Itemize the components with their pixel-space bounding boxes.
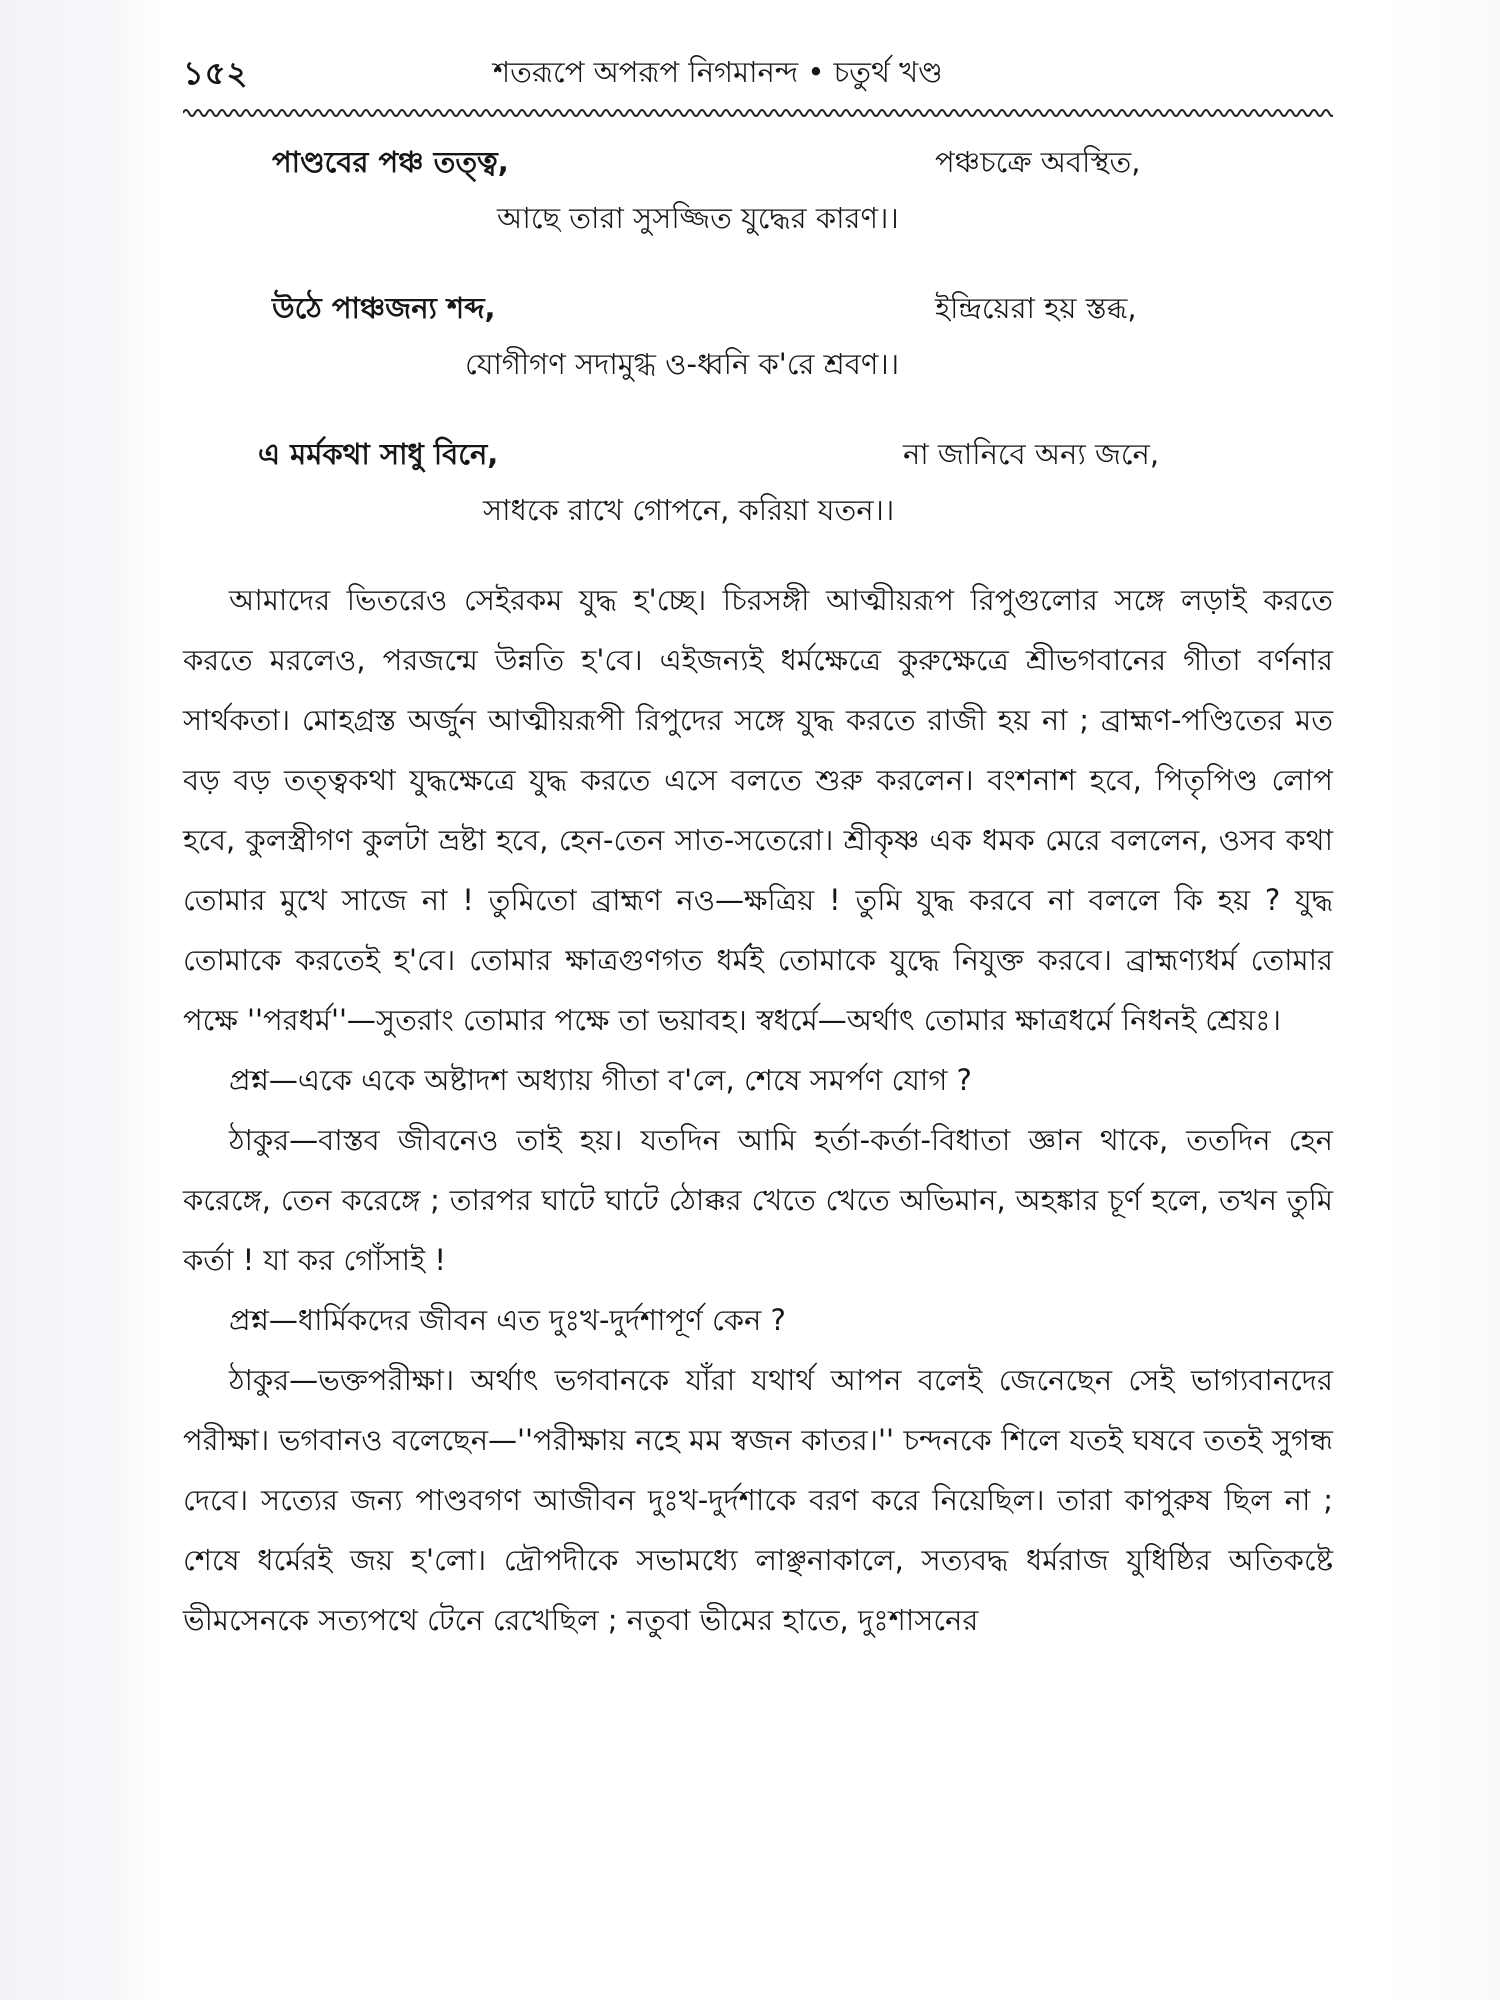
body-text <box>183 570 1333 1650</box>
verse-line-left: উঠে পাঞ্চজন্য শব্দ, <box>272 291 496 325</box>
verse-line-center: যোগীগণ সদামুগ্ধ ও-ধ্বনি ক'রে শ্রবণ।। <box>465 347 900 381</box>
wavy-rule-divider <box>183 104 1333 122</box>
paragraph-answer-2: ঠাকুর—ভক্তপরীক্ষা। অর্থাৎ ভগবানকে যাঁরা যথার্থ আপন বলেই জেনেছেন সেই ভাগ্যবানদের পরীক্ষা। ভগবানও বলেছেন—''পরীক্ষায় নহে মম স্বজন কাতর।'' চন্দনকে শিলে যতই ঘষবে ততই সুগন্ধ দেবে। সত্যের জন্য পাণ্ডবগণ আজীবন দুঃখ-দুর্দশাকে বরণ করে নিয়েছিল। তারা কাপুরুষ ছিল না ; শেষে ধর্মেরই জয় হ'লো। দ্রৌপদীকে সভামধ্যে লাঞ্ছনাকালে, সত্যবদ্ধ ধর্মরাজ যুধিষ্ঠির অতিকষ্টে ভীমসেনকে সত্যপথে টেনে রেখেছিল ; নতুবা ভীমের হাতে, দুঃশাসনের <box>183 1363 1333 1637</box>
verse-line-right: ইন্দ্রিয়েরা হয় স্তব্ধ, <box>935 291 1137 325</box>
paragraph-answer-1: ঠাকুর—বাস্তব জীবনেও তাই হয়। যতদিন আমি হর্তা-কর্তা-বিধাতা জ্ঞান থাকে, ততদিন হেন করেঙ্গে, তেন করেঙ্গে ; তারপর ঘাটে ঘাটে ঠোক্কর খেতে খেতে অভিমান, অহঙ্কার চূর্ণ হলে, তখন তুমি কর্তা ! যা কর গোঁসাই ! <box>183 1123 1333 1277</box>
page-header <box>183 40 1333 100</box>
verse-line-center: আছে তারা সুসজ্জিত যুদ্ধের কারণ।। <box>497 201 899 235</box>
verse-line-right: পঞ্চচক্রে অবস্থিত, <box>935 145 1141 179</box>
verse-line-left: পাণ্ডবের পঞ্চ তত্ত্ব, <box>272 145 509 179</box>
verse-line-right: না জানিবে অন্য জনে, <box>903 437 1160 471</box>
verse-line-left: এ মর্মকথা সাধু বিনে, <box>258 437 499 471</box>
verse-line-center: সাধকে রাখে গোপনে, করিয়া যতন।। <box>483 493 895 527</box>
paragraph-question-2: প্রশ্ন—ধার্মিকদের জীবন এত দুঃখ-দুর্দশাপূর্ণ কেন ? <box>229 1303 786 1337</box>
paragraph-question-1: প্রশ্ন—একে একে অষ্টাদশ অধ্যায় গীতা ব'লে, শেষে সমর্পণ যোগ ? <box>229 1063 972 1097</box>
paragraph-main: আমাদের ভিতরেও সেইরকম যুদ্ধ হ'চ্ছে। চিরসঙ্গী আত্মীয়রূপ রিপুগুলোর সঙ্গে লড়াই করতে করতে মরলেও, পরজন্মে উন্নতি হ'বে। এইজন্যই ধর্মক্ষেত্রে কুরুক্ষেত্রে শ্রীভগবানের গীতা বর্ণনার সার্থকতা। মোহগ্রস্ত অর্জুন আত্মীয়রূপী রিপুদের সঙ্গে যুদ্ধ করতে রাজী হয় না ; ব্রাহ্মণ-পণ্ডিতের মত বড় বড় তত্ত্বকথা যুদ্ধক্ষেত্রে যুদ্ধ করতে এসে বলতে শুরু করলেন। বংশনাশ হবে, পিতৃপিণ্ড লোপ হবে, কুলস্ত্রীগণ কুলটা ভ্রষ্টা হবে, হেন-তেন সাত-সতেরো। শ্রীকৃষ্ণ এক ধমক মেরে বললেন, ওসব কথা তোমার মুখে সাজে না ! তুমিতো ব্রাহ্মণ নও—ক্ষত্রিয় ! তুমি যুদ্ধ করবে না বললে কি হয় ? যুদ্ধ তোমাকে করতেই হ'বে। তোমার ক্ষাত্রগুণগত ধর্মই তোমাকে যুদ্ধে নিযুক্ত করবে। ব্রাহ্মণ্যধর্ম তোমার পক্ষে ''পরধর্ম''—সুতরাং তোমার পক্ষে তা ভয়াবহ। স্বধর্মে—অর্থাৎ তোমার ক্ষাত্রধর্মে নিধনই শ্রেয়ঃ। <box>183 583 1333 1037</box>
running-title: শতরূপে অপরূপ নিগমানন্দ • চতুর্থ খণ্ড <box>493 55 943 89</box>
page-number: ১৫২ <box>183 54 249 92</box>
